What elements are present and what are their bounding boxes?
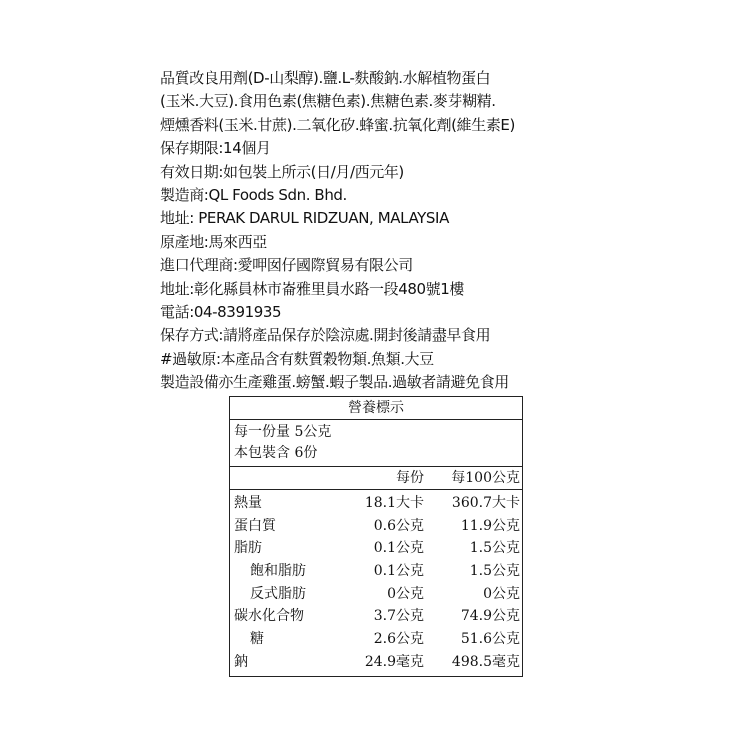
nutrition-column-header (230, 467, 522, 490)
nutrition-row (230, 515, 522, 538)
nutrient-name: 蛋白質 (234, 517, 276, 534)
info-line-phone: 電話:04-8391935 (160, 302, 282, 321)
serving-info (230, 420, 522, 467)
nutrient-per-100g: 74.9公克 (460, 608, 520, 625)
nutrient-per-100g: 1.5公克 (469, 563, 520, 580)
info-line-shelf-life: 保存期限:14個月 (160, 139, 271, 158)
nutrient-per-100g: 51.6公克 (460, 631, 520, 648)
nutrition-facts-table (229, 396, 523, 677)
nutrient-per-100g: 498.5毫克 (451, 653, 520, 670)
nutrient-name: 脂肪 (234, 540, 262, 557)
nutrition-row (230, 492, 522, 515)
nutrient-per-serving: 0公克 (387, 585, 424, 602)
info-line-allergen-facility: 製造設備亦生產雞蛋.螃蟹.蝦子製品.過敏者請避免食用 (160, 373, 509, 392)
col-per-100g: 每100公克 (451, 470, 520, 486)
info-line-importer: 進口代理商:愛呷囡仔國際貿易有限公司 (160, 256, 413, 275)
nutrient-name: 熱量 (234, 495, 262, 511)
nutrient-name: 鈉 (234, 653, 248, 670)
nutrient-per-100g: 11.9公克 (460, 517, 520, 534)
nutrient-name: 糖 (250, 631, 264, 648)
nutrition-row (230, 583, 522, 606)
info-line-ingredients-2: (玉米.大豆).食用色素(焦糖色素).焦糖色素.麥芽糊精. (160, 92, 496, 111)
nutrient-per-serving: 2.6公克 (373, 631, 424, 648)
info-line-manufacturer: 製造商:QL Foods Sdn. Bhd. (160, 185, 347, 204)
nutrient-per-100g: 360.7大卡 (451, 495, 520, 511)
nutrient-per-100g: 1.5公克 (469, 540, 520, 557)
col-per-serving: 每份 (396, 470, 424, 486)
info-line-origin: 原產地:馬來西亞 (160, 232, 267, 251)
serving-size: 每一份量 5公克 (234, 424, 332, 440)
nutrient-name: 飽和脂肪 (250, 563, 306, 580)
nutrient-per-serving: 24.9毫克 (364, 653, 424, 670)
nutrient-per-serving: 18.1大卡 (364, 495, 424, 511)
nutrient-per-serving: 0.6公克 (373, 517, 424, 534)
info-line-ingredients-1: 品質改良用劑(D-山梨醇).鹽.L-麩酸鈉.水解植物蛋白 (160, 69, 491, 87)
nutrition-row (230, 628, 522, 651)
nutrition-rows (230, 490, 522, 676)
servings-per-package: 本包裝含 6份 (234, 445, 318, 461)
info-line-expiry: 有效日期:如包裝上所示(日/月/西元年) (160, 162, 404, 181)
nutrition-title: 營養標示 (230, 397, 522, 420)
nutrition-row (230, 651, 522, 674)
info-line-storage: 保存方式:請將產品保存於陰涼處.開封後請盡早食用 (160, 326, 491, 345)
nutrient-per-serving: 3.7公克 (373, 608, 424, 625)
nutrient-per-serving: 0.1公克 (373, 563, 424, 580)
nutrient-name: 反式脂肪 (250, 585, 306, 602)
info-line-importer-address: 地址:彰化縣員林市崙雅里員水路一段480號1樓 (160, 279, 465, 298)
info-line-manufacturer-address: 地址: PERAK DARUL RIDZUAN, MALAYSIA (160, 209, 449, 228)
nutrition-row (230, 605, 522, 628)
nutrient-per-serving: 0.1公克 (373, 540, 424, 557)
nutrition-row (230, 560, 522, 583)
nutrient-name: 碳水化合物 (234, 608, 304, 625)
product-info-text (160, 67, 600, 394)
nutrient-per-100g: 0公克 (483, 585, 520, 602)
info-line-ingredients-3: 煙燻香料(玉米.甘蔗).二氧化矽.蜂蜜.抗氧化劑(維生素E) (160, 115, 515, 134)
nutrition-row (230, 537, 522, 560)
info-line-allergen: #過敏原:本產品含有麩質穀物類.魚類.大豆 (160, 349, 434, 368)
